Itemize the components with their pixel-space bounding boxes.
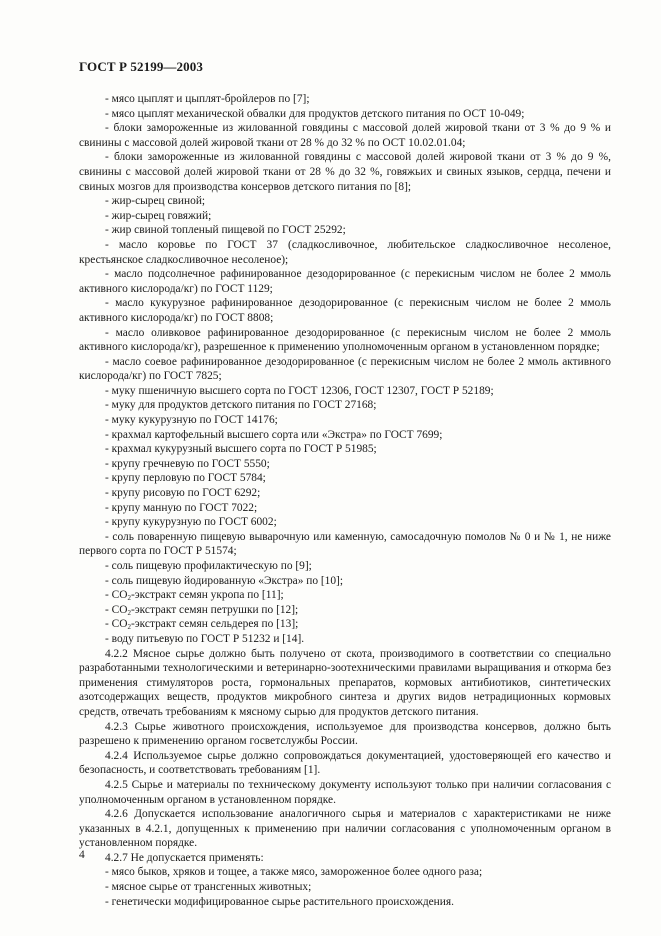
paragraph: - соль пищевую профилактическую по [9]; — [105, 560, 312, 572]
co2-extract-item: - $CO_2$-экстракт семян укропа по [11]; — [105, 589, 284, 603]
paragraph: - муку для продуктов детского питания по ГОСТ 27168; — [105, 399, 377, 412]
paragraph: - жир свиной топленый пищевой по ГОСТ 25292; — [105, 224, 346, 237]
paragraph: 4.2.6 Допускается использование аналогичного сырья и материалов с характеристиками не ниже указанных в 4.2.1, допущенных к применению при наличии согласования с уполномоченным органом в установленном порядке. — [79, 808, 611, 850]
paragraph: - крупу кукурузную по ГОСТ 6002; — [105, 516, 277, 529]
paragraph: 4.2.7 Не допускается применять: — [105, 851, 264, 864]
paragraph: - муку пшеничную высшего сорта по ГОСТ 12306, ГОСТ 12307, ГОСТ Р 52189; — [105, 384, 494, 397]
paragraph: - мясо цыплят механической обвалки для продуктов детского питания по ОСТ 10-049; — [105, 107, 525, 120]
paragraph: - генетически модифицированное сырье растительного происхождения. — [105, 895, 454, 908]
paragraph: - масло кукурузное рафинированное дезодорированное (с перекисным числом не более 2 ммоль активного кислорода/кг) по ГОСТ 8808; — [79, 297, 611, 324]
paragraph: 4.2.5 Сырье и материалы по техническому документу используют только при наличии согласования с уполномоченным органом в установленном порядке. — [79, 778, 611, 806]
paragraph: - муку кукурузную по ГОСТ 14176; — [105, 414, 278, 427]
co2-extract-item: - $CO_2$-экстракт семян петрушки по [12]; — [105, 603, 299, 617]
paragraph: - мясо цыплят и цыплят-бройлеров по [7]; — [105, 93, 310, 105]
paragraph: - блоки замороженные из жилованной говядины с массовой долей жировой ткани от 3 % до 9 % и свинины с массовой долей жировой ткани от 28 % до 32 % по ОСТ 10.02.01.04; — [79, 122, 611, 149]
requirements-section — [79, 632, 611, 909]
co2-extract-item: - $CO_2$-экстракт семян сельдерея по [13]; — [105, 618, 299, 632]
paragraph: - мясное сырье от трансгенных животных; — [105, 881, 312, 894]
materials-list — [79, 92, 611, 588]
document-body — [79, 92, 611, 909]
paragraph: - масло подсолнечное рафинированное дезодорированное (с перекисным числом не более 2 ммоль активного кислорода/кг) по ГОСТ 1129; — [79, 268, 611, 295]
paragraph: - масло коровье по ГОСТ 37 (сладкосливочное, любительское сладкосливочное несоленое, крестьянское сладкосливочное несоленое); — [79, 238, 611, 266]
paragraph: - жир-сырец свиной; — [105, 195, 206, 208]
document-header: ГОСТ Р 52199—2003 — [79, 59, 203, 74]
paragraph: - крупу манную по ГОСТ 7022; — [105, 501, 258, 514]
paragraph: 4.2.4 Используемое сырье должно сопровождаться документацией, удостоверяющей его качество и безопасность, и соответствовать требованиям [1]. — [79, 749, 611, 777]
paragraph: - блоки замороженные из жилованной говядины с массовой долей жировой ткани от 3 % до 9 %, свинины с массовой долей жировой ткани от 28 % до 32 %, говяжьих и свиных языков, сердца, печени и свиных мозгов для производства консервов детского питания по [8]; — [79, 151, 611, 193]
paragraph: - крупу перловую по ГОСТ 5784; — [105, 472, 266, 485]
page-number: 4 — [79, 849, 85, 861]
paragraph: - крахмал кукурузный высшего сорта по ГОСТ Р 51985; — [105, 443, 377, 456]
paragraph: - соль поваренную пищевую выварочную или каменную, самосадочную помолов № 0 и № 1, не ниже первого сорта по ГОСТ Р 51574; — [79, 530, 611, 558]
paragraph: - соль пищевую йодированную «Экстра» по [10]; — [105, 574, 344, 587]
paragraph: - крупу рисовую по ГОСТ 6292; — [105, 487, 261, 500]
paragraph: - крупу гречневую по ГОСТ 5550; — [105, 457, 270, 470]
paragraph: - масло соевое рафинированное дезодорированное (с перекисным числом не более 2 ммоль активного кислорода/кг) по ГОСТ 7825; — [79, 355, 611, 383]
paragraph: - мясо быков, хряков и тощее, а также мясо, замороженное более одного раза; — [105, 866, 483, 879]
paragraph: - воду питьевую по ГОСТ Р 51232 и [14]. — [105, 632, 305, 645]
co2-extract-list — [79, 588, 611, 632]
paragraph: - крахмал картофельный высшего сорта или «Экстра» по ГОСТ 7699; — [105, 428, 443, 441]
paragraph: 4.2.2 Мясное сырье должно быть получено от скота, производимого в соответствии со специально разработанными технологическими и ветеринарно-зоотехническими правилами выращивания и откорма без применения стимуляторов роста, гормональных препаратов, кормовых антибиотиков, синтетических азотсодержащих веществ, продуктов микробного синтеза и других видов нетрадиционных кормовых средств, отвечать требованиям к мясному сырью для продуктов детского питания. — [79, 647, 611, 718]
paragraph: - жир-сырец говяжий; — [105, 209, 212, 222]
paragraph: 4.2.3 Сырье животного происхождения, используемое для производства консервов, должно быть разрешено к применению органом госветслужбы России. — [79, 720, 611, 748]
paragraph: - масло оливковое рафинированное дезодорированное (с перекисным числом не более 2 ммоль активного кислорода/кг), разрешенное к применению уполномоченным органом в установленном порядке; — [79, 326, 611, 354]
